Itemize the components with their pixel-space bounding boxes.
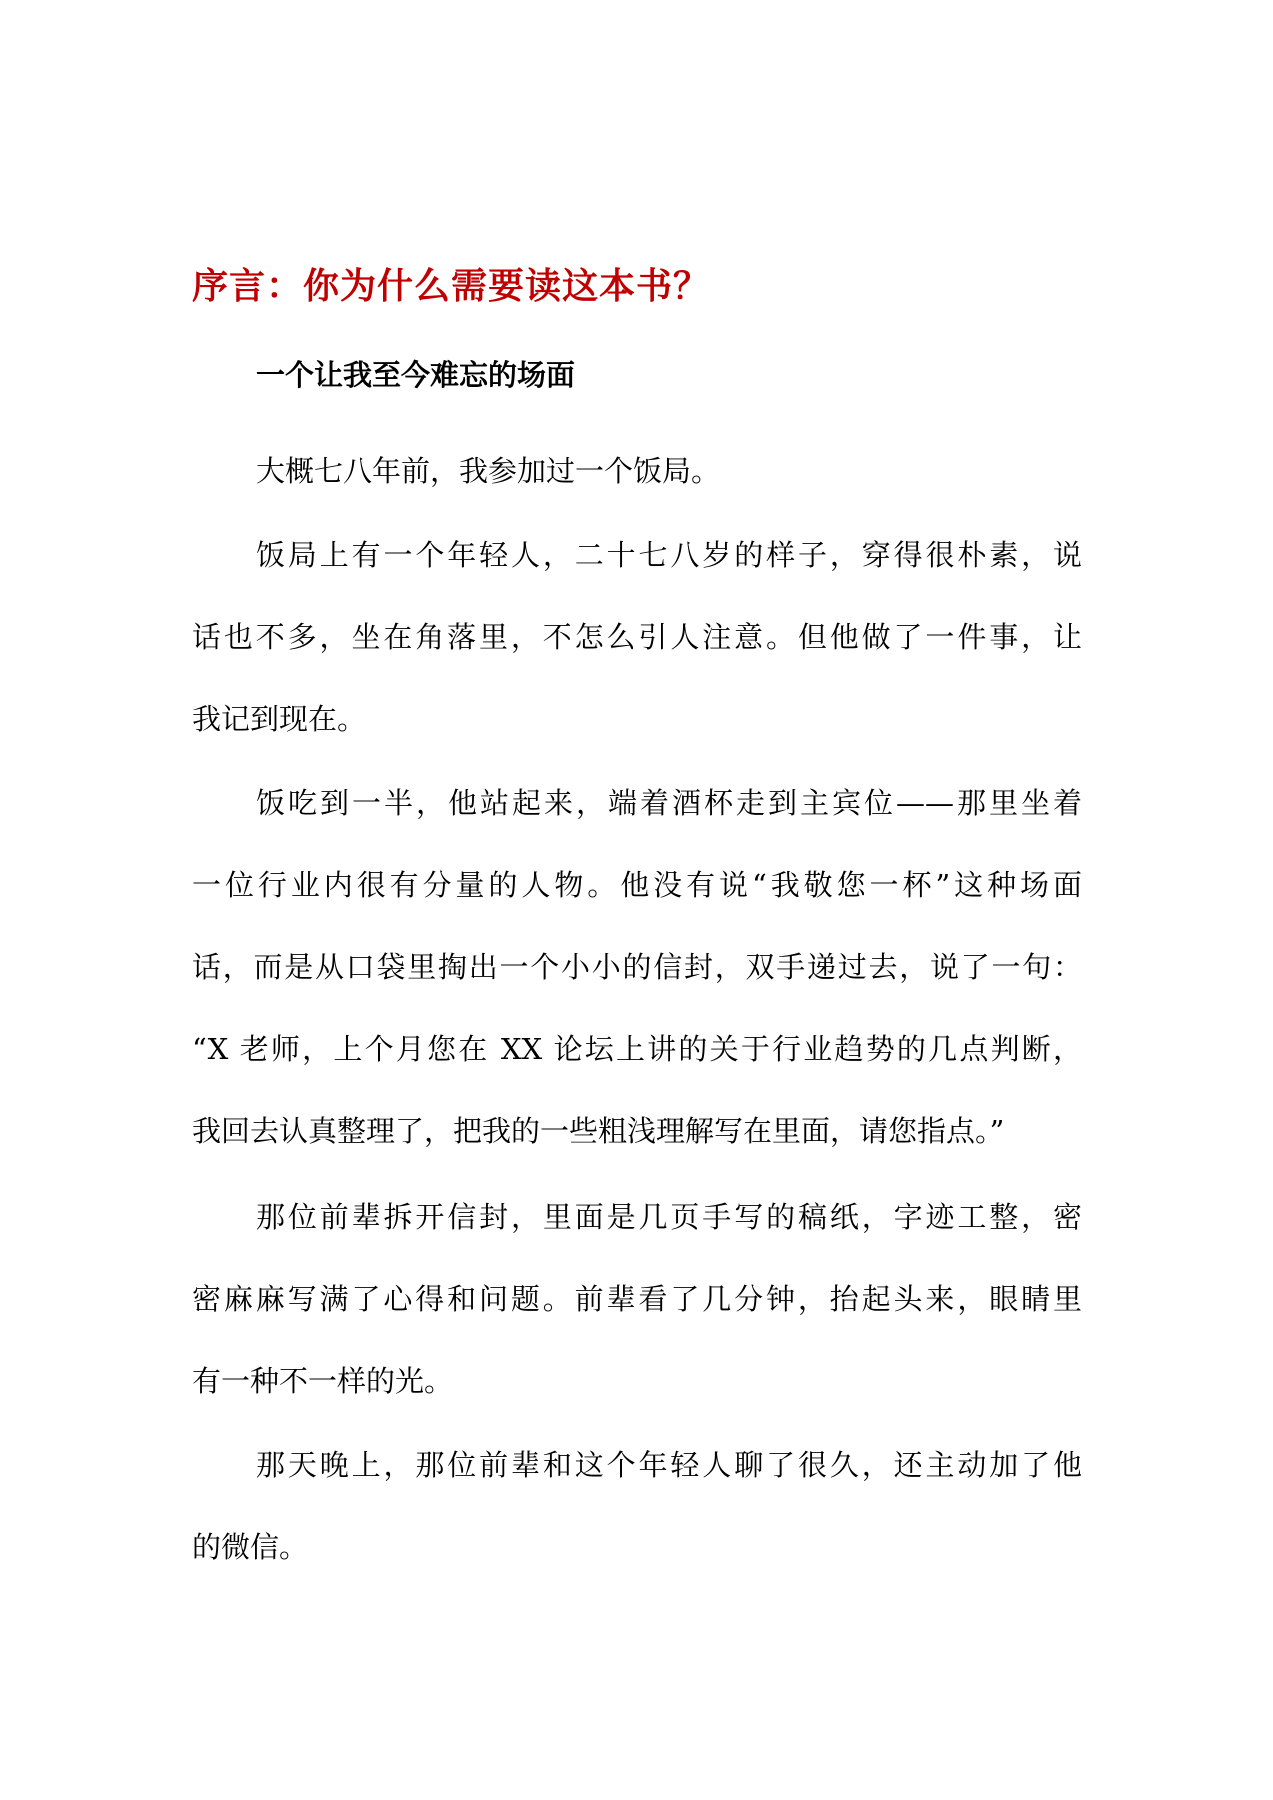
paragraph-2 (192, 514, 1082, 760)
paragraph-line: 饭局上有一个年轻人，二十七八岁的样子，穿得很朴素，说 (256, 538, 1082, 572)
paragraph-line: 一位行业内很有分量的人物。他没有说“我敬您一杯”这种场面 (192, 868, 1082, 902)
paragraph-4 (192, 1176, 1082, 1422)
paragraph-line: 话，而是从口袋里掏出一个小小的信封，双手递过去，说了一句： (192, 950, 1082, 984)
paragraph-line: 我回去认真整理了，把我的一些粗浅理解写在里面，请您指点。” (192, 1114, 1005, 1148)
paragraph-line: 那天晚上，那位前辈和这个年轻人聊了很久，还主动加了他 (256, 1448, 1082, 1482)
paragraph-line: 密麻麻写满了心得和问题。前辈看了几分钟，抬起头来，眼睛里 (192, 1282, 1082, 1316)
paragraph-3 (192, 762, 1082, 1172)
paragraph-line: 那位前辈拆开信封，里面是几页手写的稿纸，字迹工整，密 (256, 1200, 1082, 1234)
paragraph-line: 有一种不一样的光。 (192, 1364, 454, 1398)
paragraph-line: 话也不多，坐在角落里，不怎么引人注意。但他做了一件事，让 (192, 620, 1082, 654)
paragraph-1 (192, 430, 1082, 512)
paragraph-line: 的微信。 (192, 1530, 309, 1564)
paragraph-5 (192, 1424, 1082, 1588)
paragraph-line: 大概七八年前，我参加过一个饭局。 (256, 454, 721, 488)
chapter-title: 序言：你为什么需要读这本书？ (192, 265, 711, 307)
paragraph-line: “X 老师，上个月您在 XX 论坛上讲的关于行业趋势的几点判断， (192, 1032, 1082, 1066)
section-heading: 一个让我至今难忘的场面 (256, 358, 576, 392)
paragraph-line: 我记到现在。 (192, 702, 367, 736)
paragraph-line: 饭吃到一半，他站起来，端着酒杯走到主宾位——那里坐着 (256, 786, 1082, 820)
